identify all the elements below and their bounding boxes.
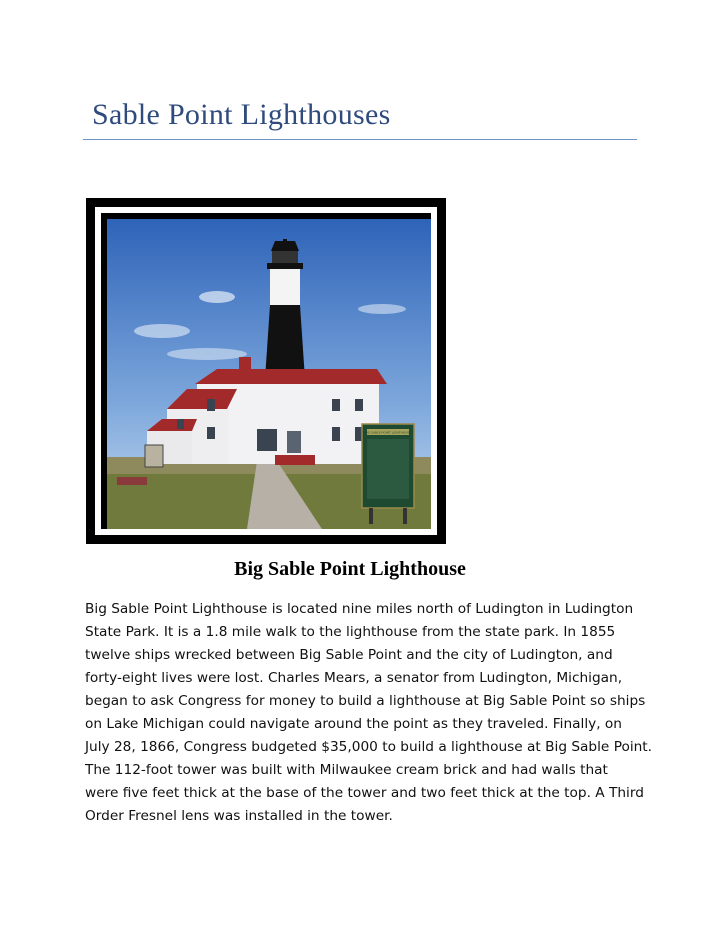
body-line: on Lake Michigan could navigate around the point as they traveled. Finally, on	[85, 716, 622, 732]
body-paragraph	[85, 598, 653, 828]
sign-text: BIG SABLE POINT LIGHTHOUSE	[364, 430, 412, 435]
body-line: were five feet thick at the base of the tower and two feet thick at the top. A Third	[85, 785, 644, 801]
body-line: forty-eight lives were lost. Charles Mears, a senator from Ludington, Michigan,	[85, 670, 623, 686]
body-line: twelve ships wrecked between Big Sable Point and the city of Ludington, and	[85, 647, 613, 663]
section-heading: Big Sable Point Lighthouse	[234, 558, 466, 580]
page-title: Sable Point Lighthouses	[92, 98, 391, 131]
lighthouse-photo	[86, 198, 446, 544]
body-line: began to ask Congress for money to build a lighthouse at Big Sable Point so ships	[85, 693, 646, 709]
photo-mat	[95, 207, 437, 535]
body-line: State Park. It is a 1.8 mile walk to the lighthouse from the state park. In 1855	[85, 624, 616, 640]
title-rule	[83, 139, 637, 140]
body-line: Big Sable Point Lighthouse is located nine miles north of Ludington in Ludington	[85, 601, 634, 617]
body-line: Order Fresnel lens was installed in the tower.	[85, 808, 393, 824]
body-line: The 112-foot tower was built with Milwaukee cream brick and had walls that	[85, 762, 608, 778]
lighthouse-illustration	[107, 219, 431, 529]
photo-border	[101, 213, 431, 529]
body-line: July 28, 1866, Congress budgeted $35,000 to build a lighthouse at Big Sable Point.	[85, 739, 653, 755]
